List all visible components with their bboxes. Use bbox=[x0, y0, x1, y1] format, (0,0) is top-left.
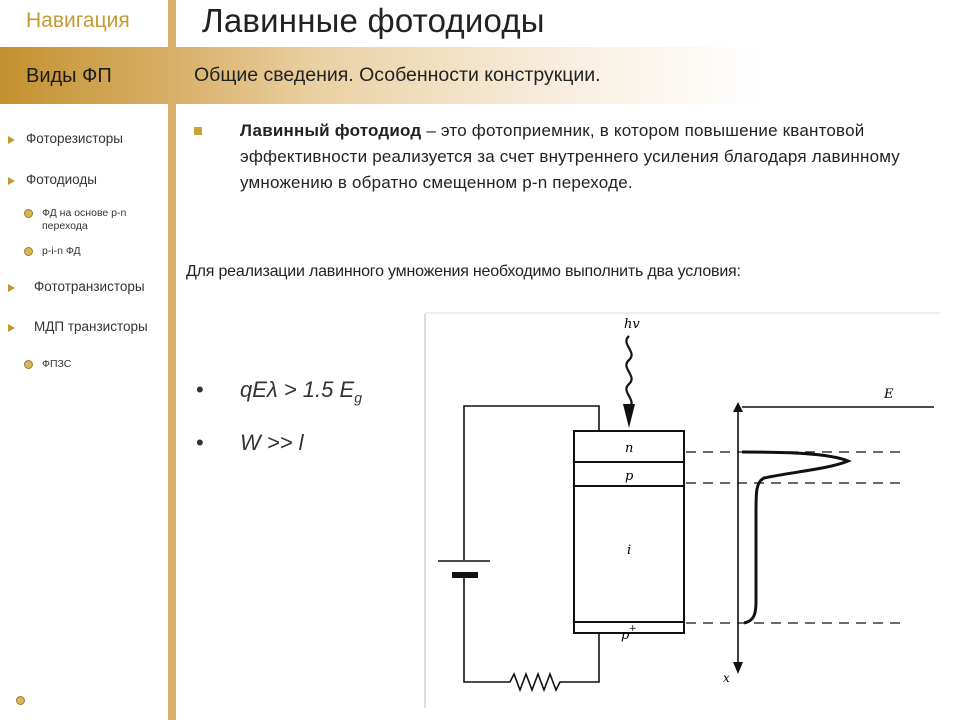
layer-pplus-superscript: + bbox=[629, 624, 637, 634]
nav-item-label: Фоторезисторы bbox=[26, 131, 123, 146]
condition-1-subscript: g bbox=[354, 389, 362, 406]
photon-arrowhead-icon bbox=[623, 404, 635, 428]
condition-1-main: qEλ > 1.5 E bbox=[240, 377, 355, 402]
layer-pplus-label: p bbox=[621, 628, 630, 643]
nav-header bbox=[0, 0, 168, 46]
arrow-right-icon bbox=[8, 177, 15, 185]
definition-paragraph bbox=[240, 118, 940, 196]
nav-header-label: Навигация bbox=[26, 9, 130, 32]
page-subtitle: Общие сведения. Особенности конструкции. bbox=[194, 64, 601, 86]
page-title: Лавинные фотодиоды bbox=[202, 2, 545, 39]
layer-p-label: p bbox=[625, 469, 634, 484]
bottom-nav-dot-icon[interactable] bbox=[16, 696, 25, 705]
arrow-right-icon bbox=[8, 136, 15, 144]
nav-item-label: Фототранзисторы bbox=[34, 279, 145, 294]
field-label: E bbox=[884, 387, 894, 402]
apd-structure-diagram bbox=[424, 312, 940, 708]
layer-n-label: n bbox=[625, 441, 634, 456]
nav-divider bbox=[168, 0, 176, 720]
condition-1-formula bbox=[240, 377, 362, 405]
bullet-dot-icon bbox=[24, 209, 33, 218]
definition-text: – это фотоприемник, в котором повышение квантовой эффективности реализуется за счет внутреннего усиления благодаря лавинному умножению в обратно смещенном p-n переходе. bbox=[240, 121, 901, 192]
field-profile-curve bbox=[742, 452, 848, 623]
nav-item-label: Фотодиоды bbox=[26, 172, 97, 187]
nav-subitem-label: p-i-n ФД bbox=[42, 245, 81, 257]
bullet-dot: • bbox=[196, 430, 204, 455]
nav-section-label[interactable]: Виды ФП bbox=[26, 65, 112, 87]
section-bar bbox=[0, 47, 960, 104]
arrow-right-icon bbox=[8, 324, 15, 332]
x-axis-arrowhead-icon bbox=[733, 662, 743, 674]
circuit-top-wire bbox=[464, 406, 599, 560]
arrow-right-icon bbox=[8, 284, 15, 292]
photon-label: hv bbox=[624, 317, 640, 332]
conditions-intro: Для реализации лавинного умножения необходимо выполнить два условия: bbox=[186, 263, 741, 280]
layer-i-label: i bbox=[627, 543, 632, 558]
nav-subitem-label: ФПЗС bbox=[42, 358, 72, 370]
x-axis-top-arrow-icon bbox=[733, 402, 743, 412]
condition-2-formula: W >> l bbox=[240, 430, 304, 455]
bullet-dot-icon bbox=[24, 360, 33, 369]
nav-subitem-label: ФД на основе p-n перехода bbox=[42, 207, 127, 232]
x-axis-label: x bbox=[723, 671, 730, 685]
definition-term: Лавинный фотодиод bbox=[240, 121, 422, 140]
bullet-dot-icon bbox=[24, 247, 33, 256]
bullet-dot: • bbox=[196, 377, 204, 402]
photon-wave-icon bbox=[626, 336, 631, 408]
nav-item-label: МДП транзисторы bbox=[34, 319, 148, 334]
bullet-square-icon bbox=[194, 127, 202, 135]
